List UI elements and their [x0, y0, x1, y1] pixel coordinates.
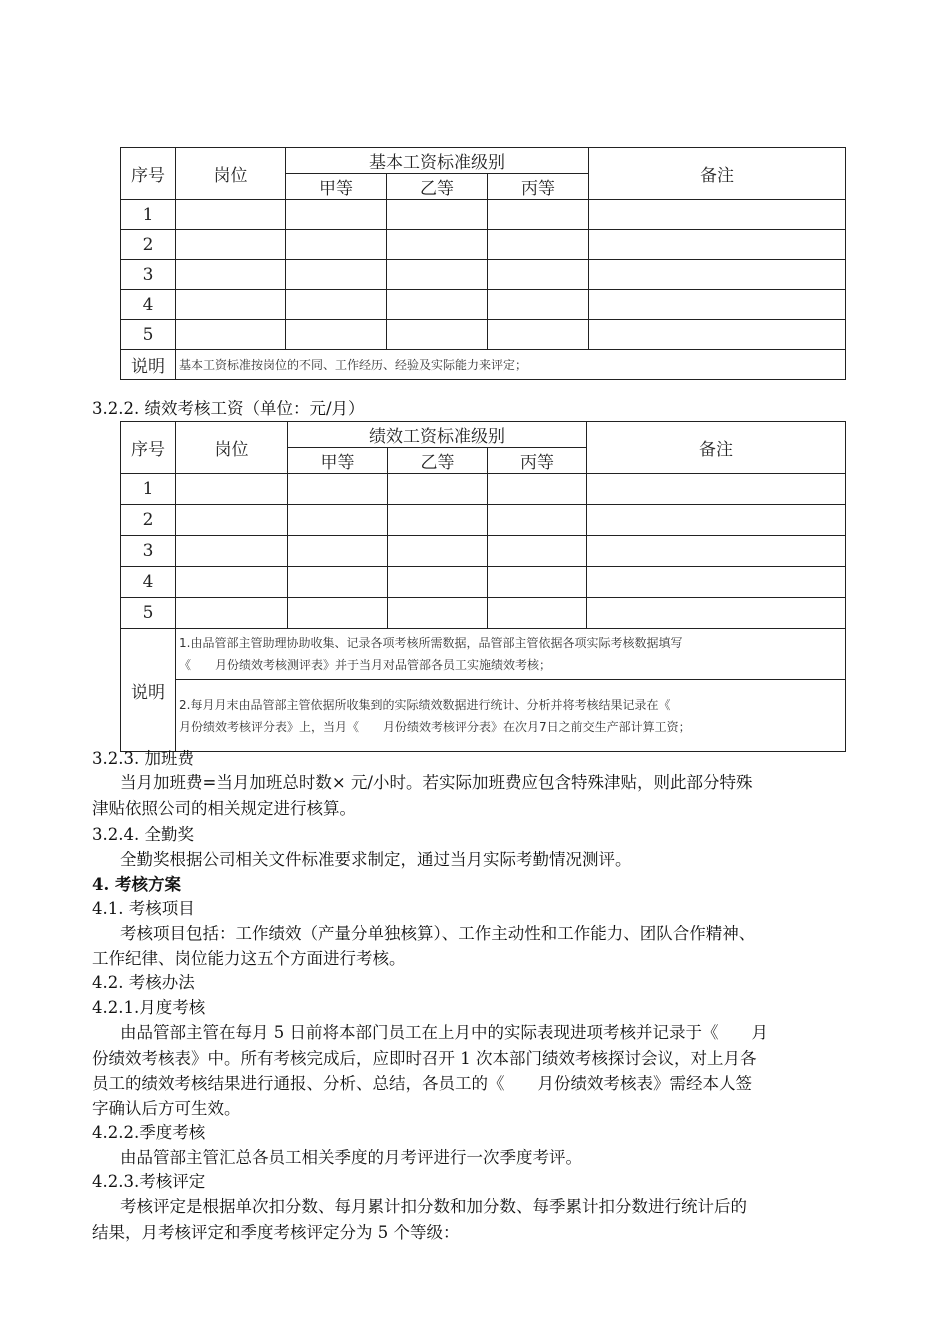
row-number: 3 [121, 536, 176, 567]
header-level-b: 乙等 [388, 448, 488, 474]
overtime-line-2: 津贴依照公司的相关规定进行核算。 [92, 799, 356, 818]
header-level-group: 绩效工资标准级别 [288, 422, 587, 448]
monthly-line-4: 字确认后方可生效。 [92, 1099, 241, 1118]
note-item-1 [176, 629, 846, 680]
table-row [121, 290, 846, 320]
row-number: 5 [121, 598, 176, 629]
overtime-line-1: 当月加班费=当月加班总时数× 元/小时。若实际加班费应包含特殊津贴，则此部分特殊 [120, 773, 753, 792]
row-number: 4 [121, 567, 176, 598]
header-seq: 序号 [121, 148, 176, 200]
row-number: 3 [121, 260, 176, 290]
table-row [121, 598, 846, 629]
section-4-2-3-heading: 4.2.3.考核评定 [92, 1172, 206, 1191]
header-level-a: 甲等 [288, 448, 388, 474]
items-line-1: 考核项目包括：工作绩效（产量分单独核算）、工作主动性和工作能力、团队合作精神、 [120, 924, 756, 943]
section-4-2-2-heading: 4.2.2.季度考核 [92, 1123, 206, 1142]
row-number: 1 [121, 474, 176, 505]
table-row [121, 200, 846, 230]
rating-line-2: 结果，月考核评定和季度考核评定分为 5 个等级： [92, 1223, 460, 1242]
section-4-2-heading: 4.2. 考核办法 [92, 973, 195, 992]
row-number: 2 [121, 505, 176, 536]
monthly-line-2: 份绩效考核表》中。所有考核完成后，应即时召开 1 次本部门绩效考核探讨会议，对上月各 [92, 1049, 757, 1068]
table-row [121, 260, 846, 290]
table-row [121, 230, 846, 260]
header-seq: 序号 [121, 422, 176, 474]
section-4-1-heading: 4.1. 考核项目 [92, 899, 195, 918]
quarterly-text: 由品管部主管汇总各员工相关季度的月考评进行一次季度考评。 [120, 1148, 582, 1167]
note-item-1-line-2: 《 月份绩效考核测评表》并于当月对品管部各员工实施绩效考核； [179, 658, 552, 672]
table-row [121, 474, 846, 505]
note-item-2-line-1: 2.每月月末由品管部主管依据所收集到的实际绩效数据进行统计、分析并将考核结果记录在《 [179, 697, 671, 712]
note-item-2-line-2: 月份绩效考核评分表》上，当月《 月份绩效考核评分表》在次月7日之前交生产部计算工资； [179, 719, 691, 734]
section-3-2-4-heading: 3.2.4. 全勤奖 [92, 825, 194, 844]
row-number: 2 [121, 230, 176, 260]
section-4-heading: 4. 考核方案 [92, 875, 181, 894]
note-label: 说明 [121, 629, 176, 752]
header-level-b: 乙等 [387, 174, 488, 200]
row-number: 4 [121, 290, 176, 320]
header-level-c: 丙等 [488, 174, 589, 200]
header-level-c: 丙等 [488, 448, 587, 474]
note-item-2 [176, 680, 846, 752]
table-row [121, 505, 846, 536]
header-level-a: 甲等 [286, 174, 387, 200]
header-post: 岗位 [176, 148, 286, 200]
note-label: 说明 [121, 350, 176, 380]
row-number: 1 [121, 200, 176, 230]
attendance-text: 全勤奖根据公司相关文件标准要求制定，通过当月实际考勤情况测评。 [120, 850, 632, 869]
table-row [121, 320, 846, 350]
header-level-group: 基本工资标准级别 [286, 148, 589, 174]
note-item-1-line-1: 1.由品管部主管助理协助收集、记录各项考核所需数据，品管部主管依据各项实际考核数据填写 [179, 636, 683, 650]
section-4-2-1-heading: 4.2.1.月度考核 [92, 998, 206, 1017]
monthly-line-3: 员工的绩效考核结果进行通报、分析、总结，各员工的《 月份绩效考核表》需经本人签 [92, 1074, 752, 1093]
basic-salary-table [120, 147, 846, 380]
rating-line-1: 考核评定是根据单次扣分数、每月累计扣分数和加分数、每季累计扣分数进行统计后的 [120, 1197, 747, 1216]
header-remark: 备注 [587, 422, 846, 474]
row-number: 5 [121, 320, 176, 350]
section-3-2-2-heading: 3.2.2. 绩效考核工资（单位：元/月） [92, 399, 365, 418]
note-text: 基本工资标准按岗位的不同、工作经历、经验及实际能力来评定； [176, 350, 846, 380]
monthly-line-1: 由品管部主管在每月 5 日前将本部门员工在上月中的实际表现进项考核并记录于《 月 [120, 1023, 768, 1042]
header-remark: 备注 [589, 148, 846, 200]
section-3-2-3-heading: 3.2.3. 加班费 [92, 749, 194, 768]
performance-salary-table [120, 421, 846, 752]
table-row [121, 536, 846, 567]
items-line-2: 工作纪律、岗位能力这五个方面进行考核。 [92, 949, 406, 968]
header-post: 岗位 [176, 422, 288, 474]
table-row [121, 567, 846, 598]
